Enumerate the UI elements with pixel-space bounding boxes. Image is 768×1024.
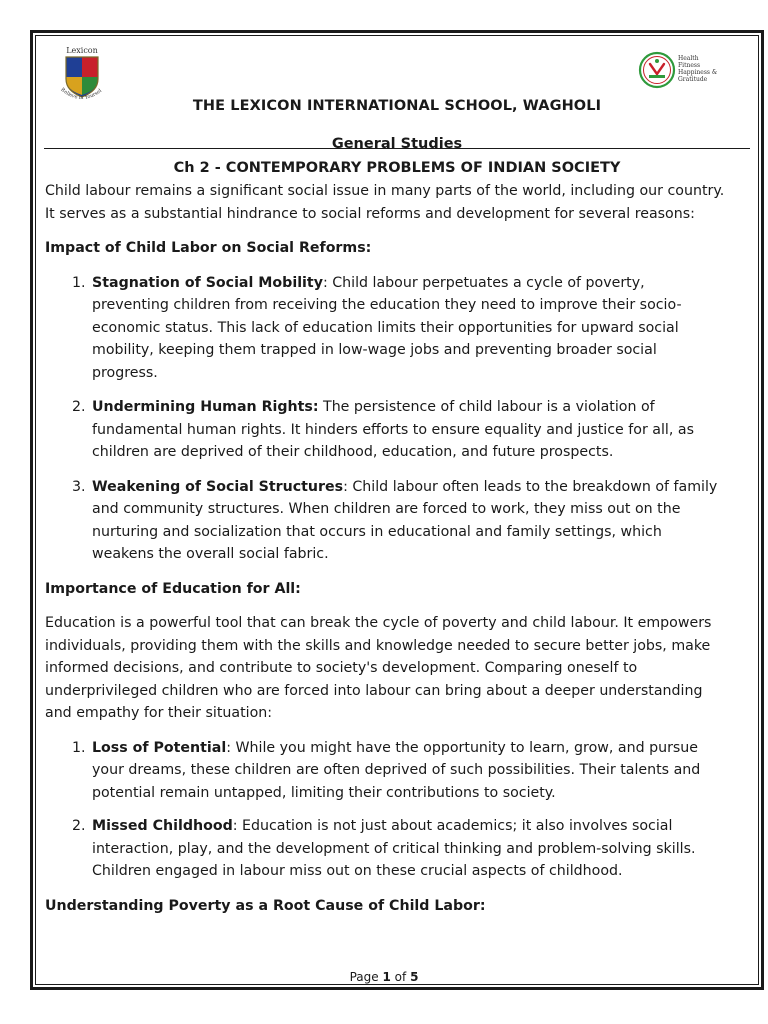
section-heading-impact: Impact of Child Labor on Social Reforms:	[45, 240, 372, 256]
emblem-text-line-3: Happiness &	[678, 69, 718, 76]
list-item	[90, 476, 725, 566]
list-item	[90, 272, 725, 385]
emblem-text-line-1: Health	[678, 55, 699, 62]
page-footer	[0, 970, 768, 984]
lexicon-logo-text: Lexicon	[66, 46, 98, 55]
list-item	[90, 815, 725, 883]
subject-title: General Studies	[331, 136, 463, 152]
list-item	[90, 737, 725, 805]
section-heading-education: Importance of Education for All:	[45, 580, 301, 597]
education-list	[45, 737, 725, 883]
of-label: of	[394, 970, 407, 984]
list-item-term: Missed Childhood	[92, 818, 233, 834]
list-item-term: Weakening of Social Structures	[92, 478, 344, 495]
emblem-text-line-2: Fitness	[678, 62, 701, 69]
list-item-term: Loss of Potential	[92, 739, 227, 756]
emblem-text-line-4: Gratitude	[678, 76, 708, 83]
intro-paragraph: Child labour remains a significant social issue in many parts of the world, including our country. It serves as a substantial hindrance to social reforms and development for several reasons:	[45, 183, 725, 222]
list-item	[90, 396, 725, 464]
chapter-title: Ch 2 - CONTEMPORARY PROBLEMS OF INDIAN SOCIETY	[173, 160, 621, 176]
page-label: Page	[349, 970, 379, 984]
list-item-term: Stagnation of Social Mobility	[92, 274, 323, 291]
list-item-text: : Education is not just about academics; it also involves social interaction, play, and the development of critical thinking and problem-solving skills. Children engaged in labour miss out on these crucial aspects of childhood.	[92, 818, 696, 879]
list-item-text: : Child labour perpetuates a cycle of poverty, preventing children from receiving the education they need to improve their socio-economic status. This lack of education limits their opportunities for upward social mobility, keeping them trapped in low-wage jobs and preventing broader social progress.	[92, 274, 682, 381]
school-name: THE LEXICON INTERNATIONAL SCHOOL, WAGHOLI	[192, 98, 602, 114]
lexicon-logo-motto: Believe in Yoursel	[59, 86, 104, 102]
health-fitness-emblem	[638, 50, 718, 90]
list-item-text: The persistence of child labour is a violation of fundamental human rights. It hinders efforts to ensure equality and justice for all, as children are deprived of their childhood, education, and future prospects.	[92, 399, 694, 460]
emblem-ring-icon	[640, 53, 674, 87]
list-item-text: : Child labour often leads to the breakdown of family and community structures. When children are forced to work, they miss out on the nurturing and socialization that occurs in educational and family settings, which weakens the overall social fabric.	[92, 478, 718, 562]
section-heading-poverty: Understanding Poverty as a Root Cause of Child Labor:	[45, 897, 486, 914]
header-divider	[44, 148, 750, 149]
current-page-number: 1	[382, 970, 391, 984]
total-pages-number: 5	[410, 970, 419, 984]
impact-list	[45, 272, 725, 566]
list-item-term: Undermining Human Rights:	[92, 399, 319, 415]
list-item-text: : While you might have the opportunity to learn, grow, and pursue your dreams, these children are often deprived of such possibilities. Their talents and potential remain untapped, limiting their contributions to society.	[92, 739, 701, 801]
education-paragraph: Education is a powerful tool that can break the cycle of poverty and child labour. It empowers individuals, providing them with the skills and knowledge needed to secure better jobs, make informed decisions, and contribute to society's development. Comparing oneself to underprivileged children who are forced into labour can bring about a deeper understanding and empathy for their situation:	[45, 615, 712, 721]
document-body	[45, 180, 725, 929]
lexicon-school-logo	[52, 45, 112, 105]
